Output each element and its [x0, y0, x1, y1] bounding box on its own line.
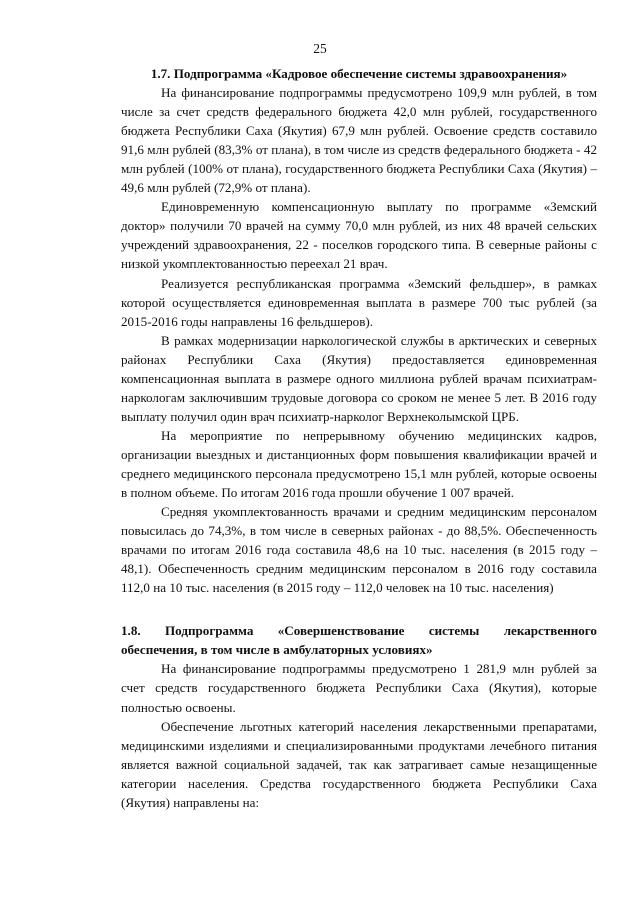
- paragraph: Обеспечение льготных категорий населения лекарственными препаратами, медицинскими изделиями и специализированными продуктами лечебного питания является важной социальной задачей, так как затрагивает самые незащищенные категории населения. Средства государственного бюджета Республики Саха (Якутия) направлены на:: [121, 718, 597, 810]
- paragraph: В рамках модернизации наркологической службы в арктических и северных районах Республики Саха (Якутия) предоставляется единовременная компенсационная выплата в размере одного миллиона рублей врачам психиатрам-наркологам заключившим трудовые договора со сроком не менее 5 лет. В 2016 году выплату получил один врач психиатр-нарколог Верхнеколымской ЦРБ.: [121, 332, 597, 424]
- paragraph: На финансирование подпрограммы предусмотрено 1 281,9 млн рублей за счет средств государственного бюджета Республики Саха (Якутия), которые полностью освоены.: [121, 661, 597, 715]
- heading-word: Подпрограмма: [164, 623, 254, 639]
- section-heading-1-8: [121, 621, 597, 640]
- page-number: 25: [313, 41, 327, 56]
- heading-word: «Совершенствование: [277, 623, 405, 639]
- section-heading-1-8-line2: обеспечения, в том числе в амбулаторных условиях»: [121, 642, 433, 658]
- paragraph: Средняя укомплектованность врачами и средним медицинским персоналом повысилась до 74,3%, в том числе в северных районах - до 88,5%. Обеспеченность врачами по итогам 2016 года составила 48,6 на 10 тыс. населения (в 2015 году – 48,1). Обеспеченность средним медицинским персоналом в 2016 году составила 112,0 на 10 тыс. населения (в 2015 году – 112,0 человек на 10 тыс. населения): [121, 504, 597, 596]
- paragraph: На мероприятие по непрерывному обучению медицинских кадров, организации выездных и дистанционных форм повышения квалификации врачей и среднего медицинского персонала предусмотрено 15,1 млн рублей, которые освоены в полном объеме. По итогам 2016 года прошли обучение 1 007 врачей.: [121, 427, 597, 501]
- paragraph: Реализуется республиканская программа «Земский фельдшер», в рамках которой осуществляется единовременная выплата в размере 700 тыс рублей (за 2015-2016 годы направлены 16 фельдшеров).: [121, 275, 597, 329]
- section-gap: [121, 597, 597, 621]
- heading-number: 1.8.: [121, 623, 141, 639]
- paragraph: На финансирование подпрограммы предусмотрено 109,9 млн рублей, в том числе за счет средств федерального бюджета 42,0 млн рублей, государственного бюджета Республики Саха (Якутия) 67,9 млн рублей. Освоение средств составило 91,6 млн рублей (83,3% от плана), в том числе из средств федерального бюджета - 42 млн рублей (100% от плана), государственного бюджета Республики Саха (Якутия) – 49,6 млн рублей (72,9% от плана).: [121, 85, 597, 196]
- document-body: [121, 64, 597, 812]
- heading-word: системы: [428, 623, 480, 639]
- paragraph: Единовременную компенсационную выплату по программе «Земский доктор» получили 70 врачей на сумму 70,0 млн рублей, из них 48 врачей сельских учреждений здравоохранения, 22 - поселков городского типа. В северные районы с низкой укомплектованностью переехал 21 врач.: [121, 199, 597, 272]
- section-heading-1-7: 1.7. Подпрограмма «Кадровое обеспечение системы здравоохранения»: [150, 66, 568, 81]
- heading-word: лекарственного: [503, 623, 597, 639]
